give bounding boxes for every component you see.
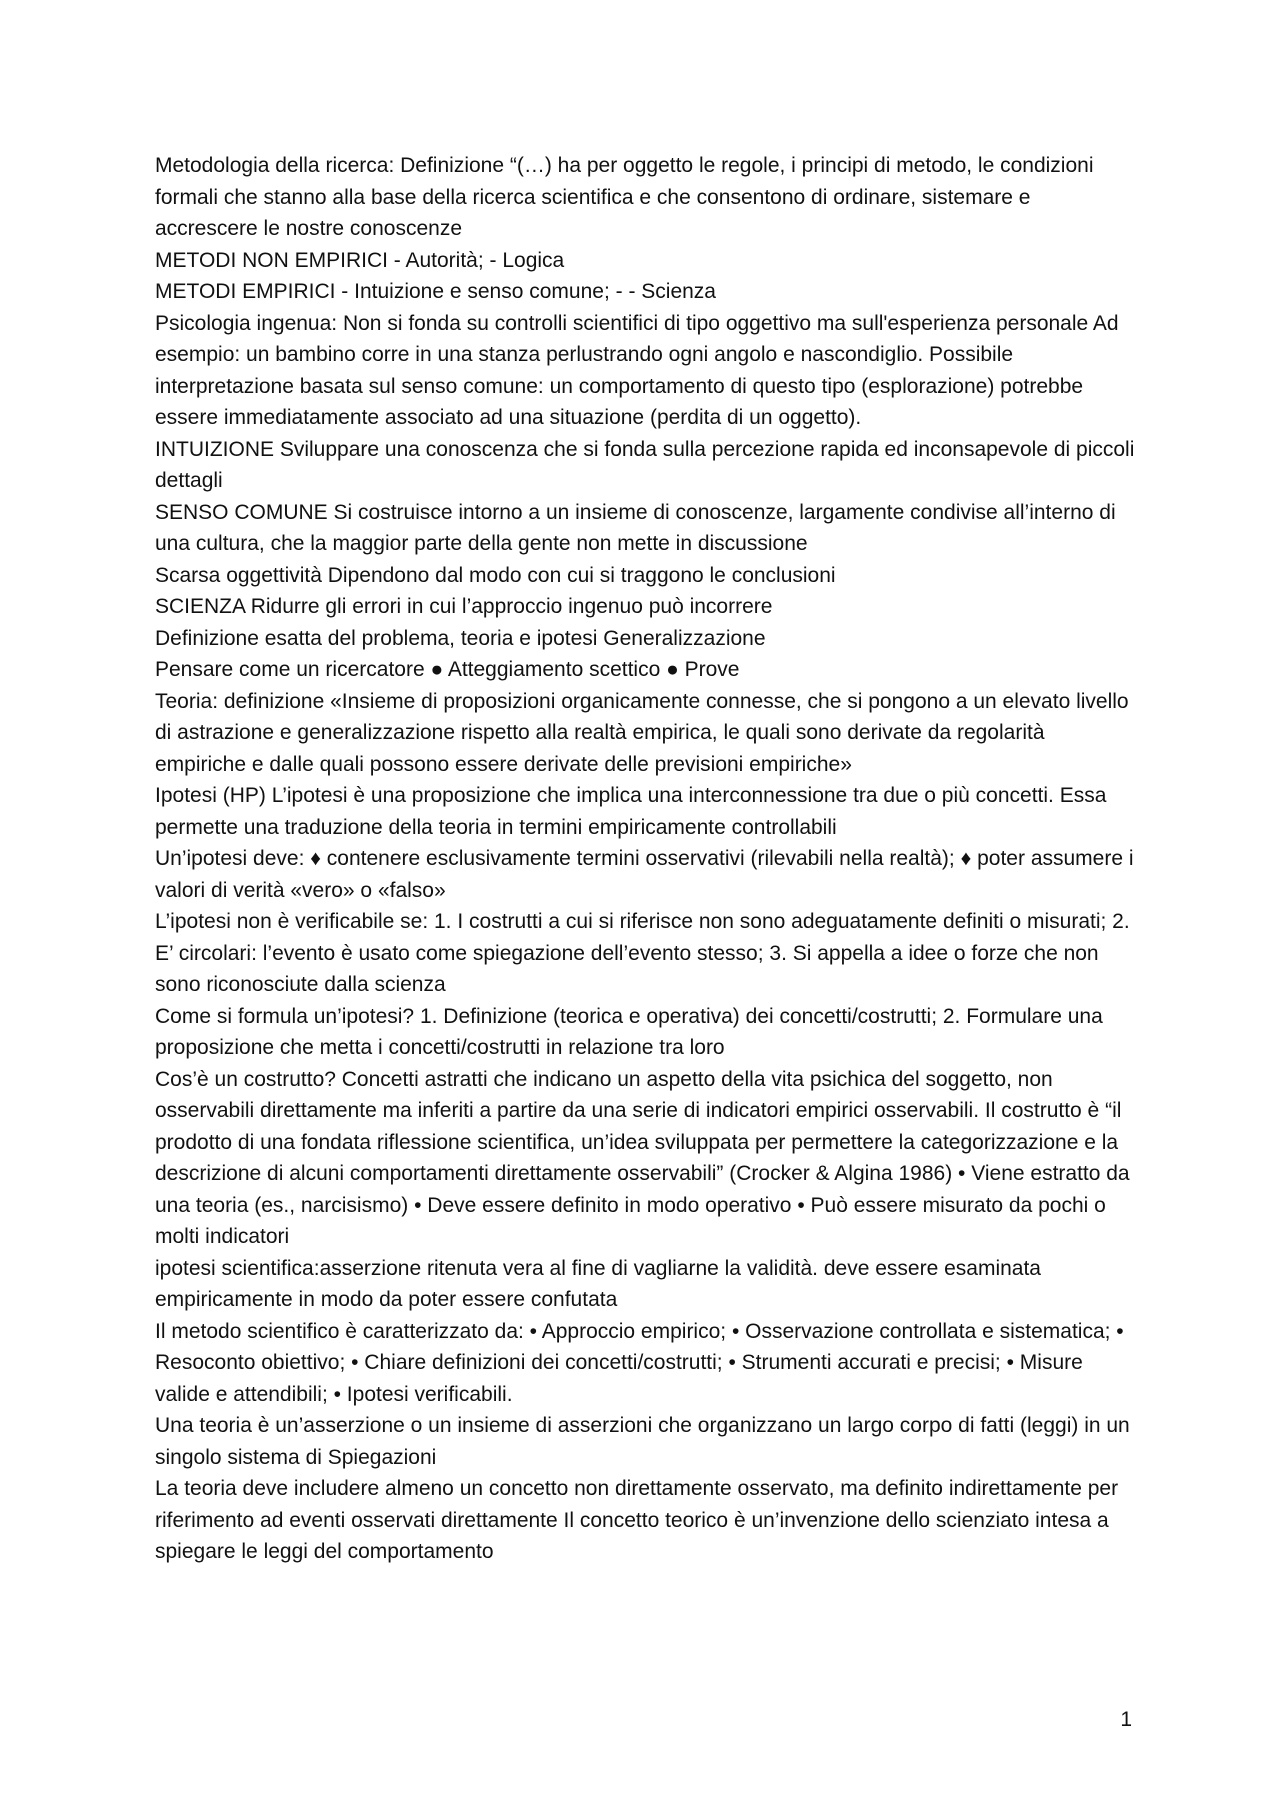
paragraph-ipotesi-scientifica: ipotesi scientifica:asserzione ritenuta vera al fine di vagliarne la validità. deve essere esaminata empiricamente in modo da poter essere confutata bbox=[155, 1256, 1041, 1311]
paragraph-ipotesi-deve: Un’ipotesi deve: ♦ contenere esclusivamente termini osservativi (rilevabili nella realtà); ♦ poter assumere i valori di verità «vero» o «falso» bbox=[155, 847, 1134, 902]
paragraph-formulare-ipotesi: Come si formula un’ipotesi? 1. Definizione (teorica e operativa) dei concetti/costrutti; 2. Formulare una proposizione che metta i concetti/costrutti in relazione tra loro bbox=[155, 1004, 1103, 1059]
paragraph-definizione-problema: Definizione esatta del problema, teoria e ipotesi Generalizzazione bbox=[155, 626, 766, 650]
paragraph-scienza: SCIENZA Ridurre gli errori in cui l’approccio ingenuo può incorrere bbox=[155, 595, 773, 618]
paragraph-teoria-concetto: La teoria deve includere almeno un concetto non direttamente osservato, ma definito indirettamente per riferimento ad eventi osservati direttamente Il concetto teorico è un’invenzione dello scienziato intesa a spiegare le leggi del comportamento bbox=[155, 1477, 1119, 1563]
paragraph-psicologia-ingenua: Psicologia ingenua: Non si fonda su controlli scientifici di tipo oggettivo ma sull'esperienza personale Ad esempio: un bambino corre in una stanza perlustrando ogni angolo e nascondiglio. Possibile interpretazione basata sul senso comune: un comportamento di questo tipo (esplorazione) potrebbe essere immediatamente associato ad una situazione (perdita di un oggetto). bbox=[155, 311, 1119, 429]
paragraph-metodo-scientifico: Il metodo scientifico è caratterizzato da: • Approccio empirico; • Osservazione controllata e sistematica; • Resoconto obiettivo; • Chiare definizioni dei concetti/costrutti; • Strumenti accurati e precisi; • Misure valide e attendibili; • Ipotesi verificabili. bbox=[155, 1319, 1124, 1406]
paragraph-scarsa-oggettivita: Scarsa oggettività Dipendono dal modo con cui si traggono le conclusioni bbox=[155, 563, 836, 587]
paragraph-costrutto: Cos’è un costrutto? Concetti astratti che indicano un aspetto della vita psichica del soggetto, non osservabili direttamente ma inferiti a partire da una serie di indicatori empirici osservabili. Il costrutto è “il prodotto di una fondata riflessione scientifica, un’idea sviluppata per permettere la categorizzazione e la descrizione di alcuni comportamenti direttamente osservabili” (Crocker & Algina 1986) • Viene estratto da una teoria (es., narcisismo) • Deve essere definito in modo operativo • Può essere misurato da pochi o molti indicatori bbox=[155, 1067, 1130, 1248]
paragraph-ipotesi-hp: Ipotesi (HP) L’ipotesi è una proposizione che implica una interconnessione tra due o più concetti. Essa permette una traduzione della teoria in termini empiricamente controllabili bbox=[155, 784, 1107, 839]
paragraph-ipotesi-non-verificabile: L’ipotesi non è verificabile se: 1. I costrutti a cui si riferisce non sono adeguatamente definiti o misurati; 2. E’ circolari: l’evento è usato come spiegazione dell’evento stesso; 3. Si appella a idee o forze che non sono riconosciute dalla scienza bbox=[155, 910, 1130, 996]
document-body bbox=[155, 150, 1135, 1568]
paragraph-intuizione: INTUIZIONE Sviluppare una conoscenza che si fonda sulla percezione rapida ed inconsapevole di piccoli dettagli bbox=[155, 437, 1135, 492]
paragraph-teoria-definizione: Teoria: definizione «Insieme di proposizioni organicamente connesse, che si pongono a un elevato livello di astrazione e generalizzazione rispetto alla realtà empirica, le quali sono derivate da regolarità empiriche e dalle quali possono essere derivate delle previsioni empiriche» bbox=[155, 689, 1129, 776]
paragraph-definizione-metodologia: Metodologia della ricerca: Definizione “(…) ha per oggetto le regole, i principi di metodo, le condizioni formali che stanno alla base della ricerca scientifica e che consentono di ordinare, sistemare e accrescere le nostre conoscenze bbox=[155, 154, 1094, 240]
paragraph-metodi-empirici: METODI EMPIRICI - Intuizione e senso comune; - - Scienza bbox=[155, 280, 716, 303]
paragraph-una-teoria: Una teoria è un’asserzione o un insieme di asserzioni che organizzano un largo corpo di fatti (leggi) in un singolo sistema di Spiegazioni bbox=[155, 1414, 1130, 1469]
paragraph-metodi-non-empirici: METODI NON EMPIRICI - Autorità; - Logica bbox=[155, 248, 565, 272]
paragraph-pensare-ricercatore: Pensare come un ricercatore ● Atteggiamento scettico ● Prove bbox=[155, 658, 740, 681]
page-number: 1 bbox=[1120, 1708, 1132, 1731]
paragraph-senso-comune: SENSO COMUNE Si costruisce intorno a un insieme di conoscenze, largamente condivise all’interno di una cultura, che la maggior parte della gente non mette in discussione bbox=[155, 500, 1116, 555]
